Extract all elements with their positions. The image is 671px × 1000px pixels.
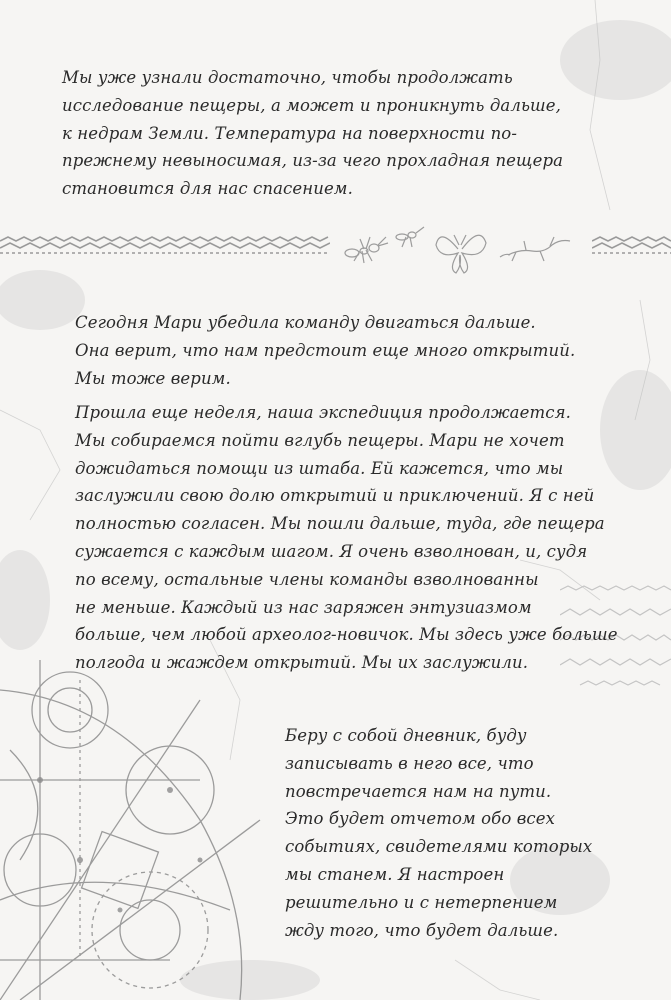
text-line: Сегодня Мари убедила команду двигаться дальше. bbox=[75, 313, 536, 332]
text-line: сужается с каждым шагом. Я очень взволнован, и, судя bbox=[75, 541, 588, 561]
text-line: Она верит, что нам предстоит еще много открытий. bbox=[75, 340, 576, 360]
text-line: прежнему невыносимая, из-за чего прохладная пещера bbox=[62, 151, 564, 171]
text-line: Прошла еще неделя, наша экспедиция продолжается. bbox=[75, 403, 571, 422]
text-line: мы станем. Я настроен bbox=[285, 864, 505, 884]
text-line: Мы собираемся пойти вглубь пещеры. Мари не хочет bbox=[75, 430, 565, 450]
sacred-geometry-icon bbox=[0, 660, 270, 1000]
text-line: больше, чем любой археолог-новичок. Мы здесь уже больше bbox=[75, 625, 618, 645]
text-line: не меньше. Каждый из нас заряжен энтузиазмом bbox=[75, 597, 532, 617]
paragraph-mari-convinced bbox=[75, 309, 575, 392]
paragraph-continue-exploration bbox=[62, 64, 563, 203]
text-line: к недрам Земли. Температура на поверхности по- bbox=[62, 123, 518, 143]
text-line: становится для нас спасением. bbox=[62, 179, 353, 199]
insects-sketch-icon bbox=[340, 215, 580, 285]
text-line: Это будет отчетом обо всех bbox=[285, 809, 556, 829]
text-line: повстречается нам на пути. bbox=[285, 781, 552, 801]
paragraph-diary-note bbox=[285, 722, 592, 944]
text-line: по всему, остальные члены команды взволнованны bbox=[75, 569, 539, 589]
ornament-band-left bbox=[0, 236, 330, 256]
text-line: полностью согласен. Мы пошли дальше, туда, где пещера bbox=[75, 514, 605, 534]
ornament-band-right bbox=[592, 236, 671, 256]
text-line: дожидаться помощи из штаба. Ей кажется, что мы bbox=[75, 458, 564, 478]
text-line: событиях, свидетелями которых bbox=[285, 837, 593, 857]
text-line: записывать в него все, что bbox=[285, 753, 534, 773]
text-line: Мы уже узнали достаточно, чтобы продолжать bbox=[62, 68, 513, 87]
paragraph-week-passed bbox=[75, 399, 618, 677]
text-line: полгода и жаждем открытий. Мы их заслужили. bbox=[75, 653, 529, 673]
text-line: исследование пещеры, а может и проникнуть дальше, bbox=[62, 95, 561, 115]
text-line: заслужили свою долю открытий и приключений. Я с ней bbox=[75, 486, 595, 506]
text-line: жду того, что будет дальше. bbox=[285, 920, 559, 940]
text-line: решительно и с нетерпением bbox=[285, 892, 558, 912]
text-line: Мы тоже верим. bbox=[75, 368, 231, 388]
text-line: Беру с собой дневник, буду bbox=[285, 726, 527, 745]
